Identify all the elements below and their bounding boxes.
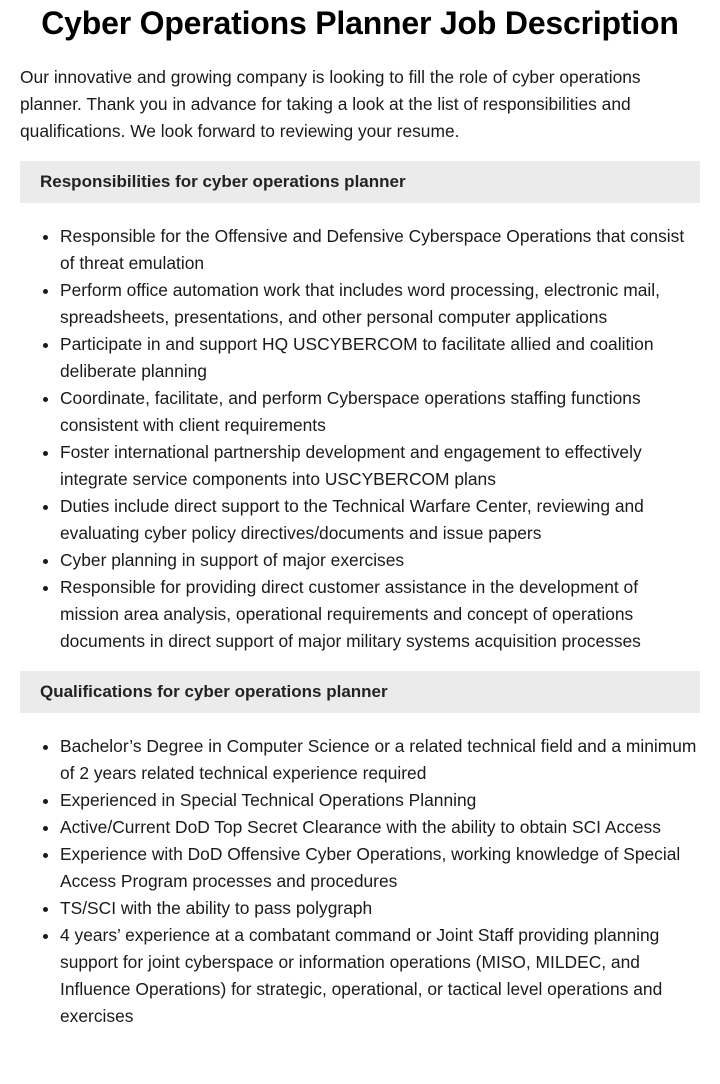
qualifications-heading: Qualifications for cyber operations planner	[20, 671, 700, 713]
qualifications-list	[20, 733, 700, 1030]
intro-paragraph: Our innovative and growing company is looking to fill the role of cyber operations planner. Thank you in advance for taking a look at the list of responsibilities and qualifications. We look forward to reviewing your resume.	[20, 67, 641, 141]
responsibilities-heading: Responsibilities for cyber operations planner	[20, 161, 700, 203]
list-item: • Duties include direct support to the Technical Warfare Center, reviewing and evaluating cyber policy directives/documents and issue papers	[60, 493, 700, 547]
list-item: • Bachelor’s Degree in Computer Science or a related technical field and a minimum of 2 years related technical experience required	[60, 733, 700, 787]
list-item: • 4 years’ experience at a combatant command or Joint Staff providing planning support for joint cyberspace or information operations (MISO, MILDEC, and Influence Operations) for strategic, operational, or tactical level operations and exercises	[60, 922, 700, 1030]
list-item: • Coordinate, facilitate, and perform Cyberspace operations staffing functions consistent with client requirements	[60, 385, 700, 439]
page-title: Cyber Operations Planner Job Description	[41, 5, 679, 41]
list-item: • Participate in and support HQ USCYBERCOM to facilitate allied and coalition deliberate planning	[60, 331, 700, 385]
list-item: • Responsible for providing direct customer assistance in the development of mission area analysis, operational requirements and concept of operations documents in direct support of major military systems acquisition processes	[60, 574, 700, 655]
responsibilities-list	[20, 223, 700, 655]
list-item: • Experience with DoD Offensive Cyber Operations, working knowledge of Special Access Program processes and procedures	[60, 841, 700, 895]
list-item: • Cyber planning in support of major exercises	[60, 547, 700, 574]
list-item: • Responsible for the Offensive and Defensive Cyberspace Operations that consist of threat emulation	[60, 223, 700, 277]
list-item: • Experienced in Special Technical Operations Planning	[60, 787, 700, 814]
list-item: • Perform office automation work that includes word processing, electronic mail, spreadsheets, presentations, and other personal computer applications	[60, 277, 700, 331]
list-item: • TS/SCI with the ability to pass polygraph	[60, 895, 700, 922]
list-item: • Foster international partnership development and engagement to effectively integrate service components into USCYBERCOM plans	[60, 439, 700, 493]
list-item: • Active/Current DoD Top Secret Clearance with the ability to obtain SCI Access	[60, 814, 700, 841]
